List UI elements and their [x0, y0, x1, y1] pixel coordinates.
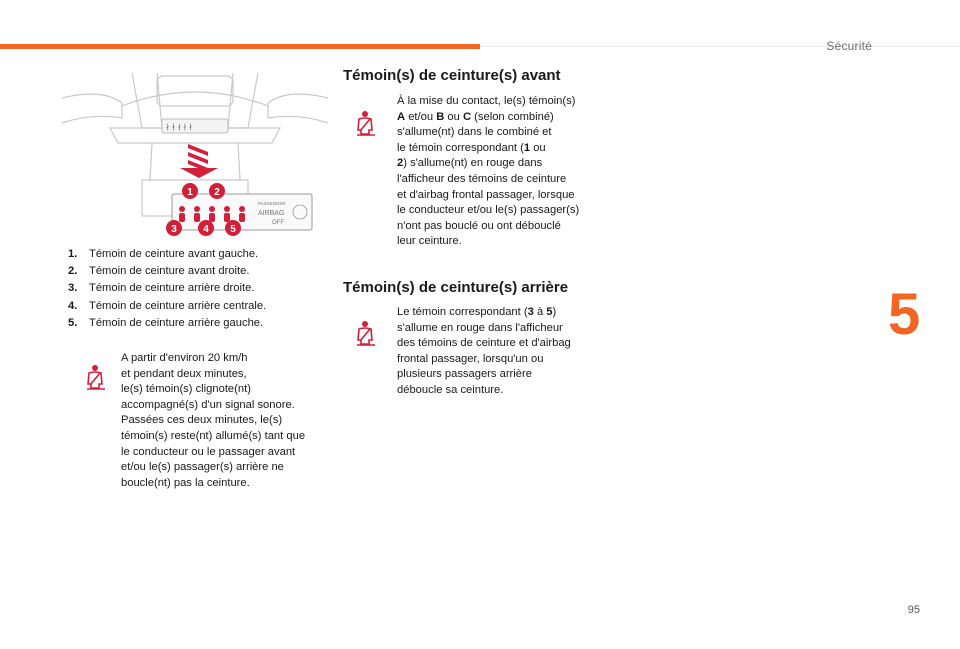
header-divider: [480, 46, 960, 47]
legend-number: 1.: [68, 248, 78, 260]
rear-text: Le témoin correspondant (: [397, 306, 528, 318]
callout-2-label: 2: [214, 187, 220, 198]
overhead-console-illustration: [62, 68, 328, 246]
front-note: [397, 94, 607, 250]
passenger-label: PASSENGER: [258, 201, 286, 206]
front-text: ) s'allume(nt) en rouge dans: [403, 157, 543, 170]
seatbelt-warning-icon: [354, 320, 378, 346]
legend-item: [68, 246, 338, 263]
legend-text: Témoin de ceinture avant droite.: [89, 265, 250, 278]
blink-note: A partir d'environ 20 km/h et pendant deux minutes, le(s) témoin(s) clignote(nt) accompagné(s) d'un signal sonore. Passées ces deux minutes, le(s) témoin(s) reste(nt) allumé(s) tant que le conducteur ou le passager avant et/ou le(s) passager(s) arrière ne boucle(nt) pas la ceinture.: [121, 352, 306, 489]
legend-number: 2.: [68, 265, 78, 278]
legend-text: Témoin de ceinture arrière centrale.: [89, 299, 267, 312]
rear-rest: s'allume en rouge dans l'afficheur des témoins de ceinture et d'airbag frontal passager, lorsqu'un ou plusieurs passagers arrière déboucle sa ceinture.: [397, 321, 571, 396]
rear-text: ): [552, 306, 557, 318]
ref-2: 2: [397, 157, 404, 170]
legend-number: 5.: [68, 316, 78, 329]
callout-1-label: 1: [187, 187, 193, 198]
front-line-1: À la mise du contact, le(s) témoin(s): [397, 95, 576, 107]
legend-text: Témoin de ceinture arrière droite.: [89, 282, 255, 295]
legend-number: 4.: [68, 299, 78, 312]
chapter-number: 5: [888, 282, 921, 347]
airbag-label: AIRBAG: [258, 210, 285, 217]
legend-item: [68, 263, 338, 280]
front-text: ou: [444, 110, 463, 123]
indicator-c: C: [462, 110, 472, 123]
front-section-title: Témoin(s) de ceinture(s) avant: [343, 67, 561, 84]
legend-list: [68, 246, 338, 332]
rear-text: à: [533, 306, 547, 318]
indicator-a: A: [397, 110, 406, 123]
legend-item: [68, 298, 338, 315]
seatbelt-warning-icon: [354, 110, 378, 136]
front-rest: l'afficheur des témoins de ceinture et d'airbag frontal passager, lorsque le conducteur et/ou le(s) passager(s) n'ont pas bouclé ou ont débouclé leur ceinture.: [397, 172, 580, 248]
rear-section-title: Témoin(s) de ceinture(s) arrière: [343, 279, 569, 296]
legend-item: [68, 280, 338, 297]
callout-3-label: 3: [171, 224, 177, 235]
header-accent-bar: [0, 44, 480, 49]
seatbelt-warning-icon: [84, 364, 108, 390]
indicator-b: B: [436, 110, 445, 123]
svg-text:∤ ∤ ∤ ∤ ∤: ∤ ∤ ∤ ∤ ∤: [166, 123, 193, 131]
legend-text: Témoin de ceinture arrière gauche.: [89, 316, 264, 329]
callout-5-label: 5: [230, 224, 236, 235]
legend-text: Témoin de ceinture avant gauche.: [89, 248, 259, 260]
rear-note: [397, 305, 607, 399]
front-text: le témoin correspondant (: [397, 141, 524, 154]
ref-1: 1: [523, 141, 531, 154]
legend-number: 3.: [68, 282, 78, 295]
ref-3: 3: [527, 306, 534, 318]
front-text: ou: [530, 141, 546, 154]
front-line-3: s'allume(nt) dans le combiné et: [397, 126, 552, 139]
page-number: 95: [907, 604, 920, 616]
legend-item: [68, 315, 338, 332]
off-label: OFF: [272, 220, 284, 226]
section-title: Sécurité: [826, 39, 872, 53]
callout-4-label: 4: [203, 224, 209, 235]
ref-5: 5: [546, 306, 553, 318]
down-arrow-icon: [180, 144, 218, 178]
front-text: et/ou: [405, 110, 437, 123]
front-text: (selon combiné): [471, 110, 554, 123]
